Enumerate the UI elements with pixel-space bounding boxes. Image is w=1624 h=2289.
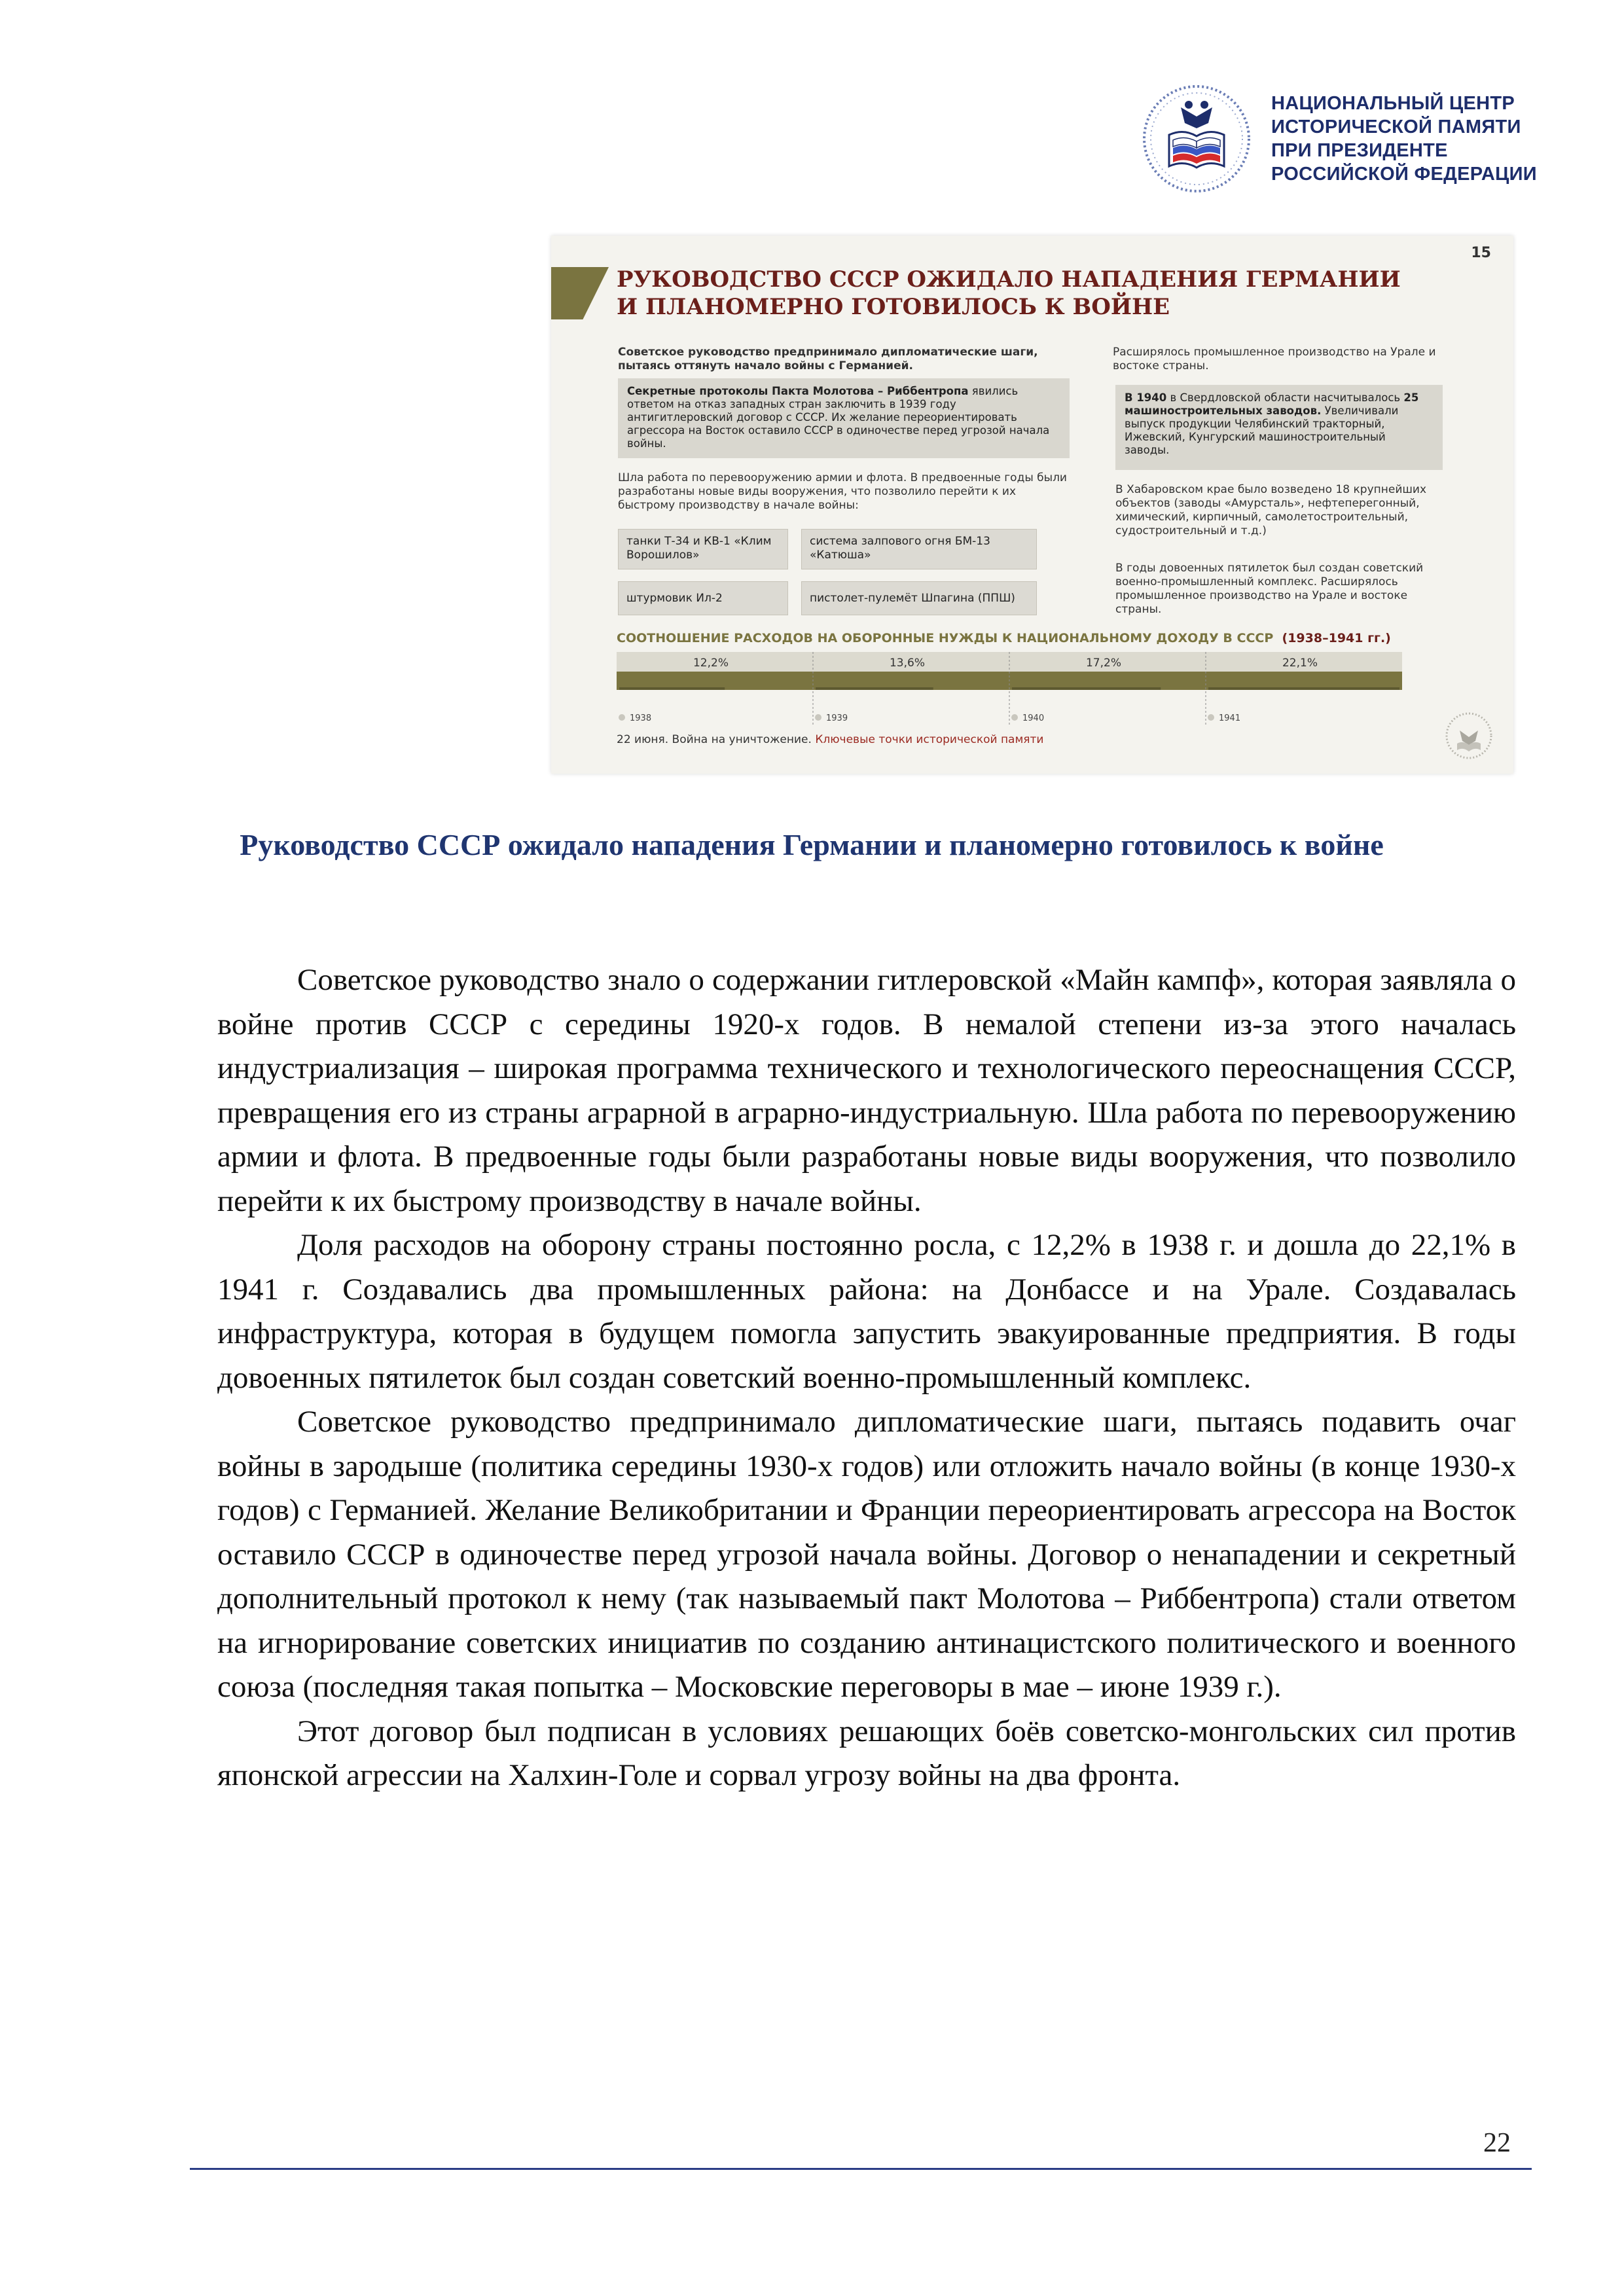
chart-year-dot bbox=[1011, 714, 1018, 721]
slide-right-intro: Расширялось промышленное производство на Урале и востоке страны. bbox=[1113, 346, 1436, 372]
sverdlovsk-box bbox=[1115, 385, 1443, 470]
chart-value-mark bbox=[1012, 687, 1161, 690]
chart-year-label: 1941 bbox=[1219, 713, 1241, 723]
org-line: ИСТОРИЧЕСКОЙ ПАМЯТИ bbox=[1271, 117, 1521, 137]
chart-title bbox=[617, 631, 1391, 645]
slide-footer-text: 22 июня. Война на уничтожение. bbox=[617, 733, 816, 746]
chart-year-label: 1938 bbox=[630, 713, 652, 723]
chart-value-mark bbox=[619, 687, 725, 690]
weapon-box: штурмовик Ил-2 bbox=[618, 581, 788, 615]
chart-year-dot bbox=[815, 714, 821, 721]
slide-title bbox=[617, 266, 1468, 321]
chart-value-label: 17,2% bbox=[1085, 657, 1122, 670]
weapon-box: танки Т-34 и КВ-1 «Клим Ворошилов» bbox=[618, 529, 788, 569]
rearm-text: Шла работа по перевооружению армии и флота. В предвоенные годы были разработаны новые виды вооружения, что позволило перейти к их быстрому производству в начале войны: bbox=[618, 471, 1067, 512]
paragraph: Этот договор был подписан в условиях решающих боёв советско-монгольских сил против японской агрессии на Халхин-Голе и сорвал угрозу войны на два фронта. bbox=[217, 1714, 1516, 1792]
emblem-icon bbox=[1444, 711, 1494, 761]
slide-title-line: РУКОВОДСТВО СССР ОЖИДАЛО НАПАДЕНИЯ ГЕРМАНИИ bbox=[617, 266, 1401, 293]
sverdlovsk-year: В 1940 bbox=[1125, 391, 1167, 404]
footer-divider bbox=[190, 2168, 1532, 2170]
slide-footer-highlight: Ключевые точки исторической памяти bbox=[815, 733, 1044, 746]
slide-title-line: И ПЛАНОМЕРНО ГОТОВИЛОСЬ К ВОЙНЕ bbox=[617, 294, 1170, 320]
org-line: ПРИ ПРЕЗИДЕНТЕ bbox=[1271, 140, 1448, 161]
defense-spending-chart bbox=[617, 648, 1468, 727]
slide-title-marker bbox=[551, 267, 609, 319]
chart-value-label: 13,6% bbox=[889, 657, 926, 670]
paragraph: Советское руководство знало о содержании гитлеровской «Майн кампф», которая заявляла о войне против СССР с середины 1920-х годов. В немалой степени из-за этого началась индустриализация – широкая программа технического и технологического переоснащения СССР, превращения его из страны аграрной в аграрно-индустриальную. Шла работа по перевооружению армии и флота. В предвоенные годы были разработаны новые виды вооружения, что позволило перейти к их быстрому производству в начале войны. bbox=[217, 963, 1516, 1218]
organization-name bbox=[1271, 92, 1585, 186]
article-heading: Руководство СССР ожидало нападения Германии и планомерно готовилось к войне bbox=[240, 828, 1384, 861]
slide-page-number: 15 bbox=[1471, 245, 1491, 261]
slide-footer bbox=[617, 733, 1043, 746]
org-line: НАЦИОНАЛЬНЫЙ ЦЕНТР bbox=[1271, 93, 1515, 114]
sverdlovsk-text: в Свердловской области насчитывалось bbox=[1166, 391, 1404, 404]
chart-year-dot bbox=[619, 714, 625, 721]
complex-text: В годы довоенных пятилеток был создан советский военно-промышленный комплекс. Расширялось промышленное производство на Урале и востоке страны. bbox=[1115, 562, 1424, 616]
org-line: РОССИЙСКОЙ ФЕДЕРАЦИИ bbox=[1271, 164, 1537, 185]
weapon-box: система залпового огня БМ-13 «Катюша» bbox=[801, 529, 1037, 569]
weapon-box: пистолет-пулемёт Шпагина (ППШ) bbox=[801, 581, 1037, 615]
khabarovsk-text: В Хабаровском крае было возведено 18 крупнейших объектов (заводы «Амурсталь», нефтеперегонный, химический, кирпичный, самолетостроительный, судостроительный и т.д.) bbox=[1115, 483, 1427, 537]
chart-title-text: СООТНОШЕНИЕ РАСХОДОВ НА ОБОРОННЫЕ НУЖДЫ К НАЦИОНАЛЬНОМУ ДОХОДУ В СССР bbox=[617, 631, 1274, 645]
eagle-book-emblem-icon bbox=[1140, 82, 1253, 195]
chart-title-years: (1938–1941 гг.) bbox=[1282, 631, 1391, 645]
paragraph: Доля расходов на оборону страны постоянно росла, с 12,2% в 1938 г. и дошла до 22,1% в 1941 г. Создавались два промышленных района: на Донбассе и на Урале. Создавалась инфраструктура, которая в будущем помогла запустить эвакуированные предприятия. В годы довоенных пятилеток был создан советский военно-промышленный комплекс. bbox=[217, 1228, 1516, 1395]
slide-left-intro: Советское руководство предпринимало дипломатические шаги, пытаясь оттянуть начало войны с Германией. bbox=[618, 346, 1038, 372]
paragraph: Советское руководство предпринимало дипломатические шаги, пытаясь подавить очаг войны в зародыше (политика середины 1930-х годов) или отложить начало войны (в конце 1930-х годов) с Германией. Желание Великобритании и Франции переориентировать агрессора на Восток оставило СССР в одиночестве перед угрозой начала войны. Договор о ненападении и секретный дополнительный протокол к нему (так называемый пакт Молотова – Риббентропа) стали ответом на игнорирование советских инициатив по созданию антинацистского политического и военного союза (последняя такая попытка – Московские переговоры в мае – июне 1939 г.). bbox=[217, 1405, 1516, 1704]
pact-box-text: явились ответом на отказ западных стран заключить в 1939 году антигитлеровский договор с СССР. Их желание переориентировать агрессора на Восток оставило СССР в одиночестве перед угрозой начала войны. bbox=[627, 385, 1050, 450]
sverdlovsk-rest: Увеличивали выпуск продукции Челябинский тракторный, Ижевский, Кунгурский машиностроительный заводы. bbox=[1125, 405, 1399, 456]
pact-box-bold: Секретные протоколы Пакта Молотова – Риббентропа bbox=[627, 385, 969, 397]
pact-box bbox=[618, 378, 1070, 458]
article-body bbox=[217, 958, 1516, 1798]
chart-year-dot bbox=[1208, 714, 1214, 721]
chart-value-label: 12,2% bbox=[693, 657, 729, 670]
chart-value-label: 22,1% bbox=[1282, 657, 1318, 670]
sverdlovsk-count: 25 машиностроительных заводов. bbox=[1125, 391, 1419, 417]
chart-year-label: 1940 bbox=[1022, 713, 1045, 723]
page-number: 22 bbox=[1483, 2128, 1511, 2158]
chart-value-mark bbox=[816, 687, 933, 690]
chart-year-label: 1939 bbox=[826, 713, 848, 723]
chart-value-mark bbox=[1208, 687, 1399, 690]
slide-image bbox=[551, 236, 1513, 774]
